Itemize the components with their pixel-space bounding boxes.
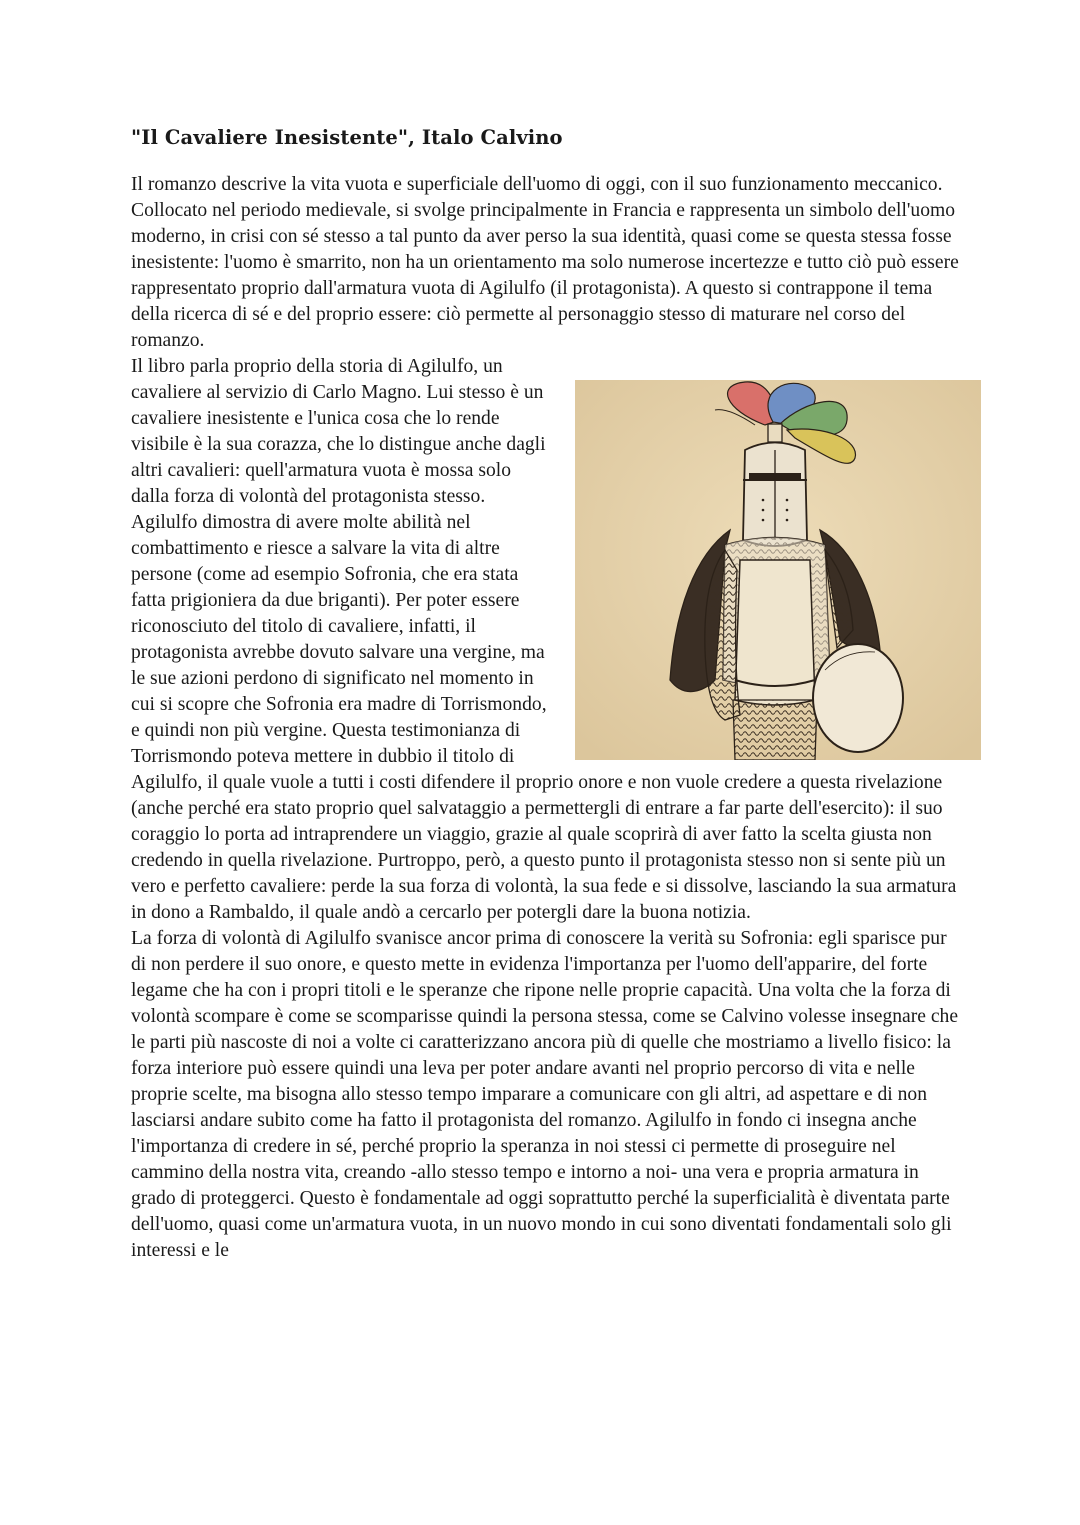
paragraph-intro: Il romanzo descrive la vita vuota e superficiale dell'uomo di oggi, con il suo funzionamento meccanico. Collocato nel periodo medievale, si svolge principalmente in Francia e rappresenta un simbolo dell'uomo moderno, in crisi con sé stesso a tal punto da aver perso la sua identità, quasi come se questa stessa fosse inesistente: l'uomo è smarrito, non ha un orientamento ma solo numerose incertezze e tutto ciò può essere rappresentato proprio dall'armatura vuota di Agilulfo (il protagonista). A questo si contrappone il tema della ricerca di sé e del proprio essere: ciò permette al personaggio stesso di maturare nel corso del romanzo.: [131, 174, 959, 351]
document-body: [131, 172, 961, 1264]
paragraph-analysis: La forza di volontà di Agilulfo svanisce ancor prima di conoscere la verità su Sofronia: egli sparisce pur di non perdere il suo onore, e questo mette in evidenza l'importanza per l'uomo dell'apparire, del forte legame che ha con i propri titoli e le speranze che ripone nelle proprie capacità. Una volta che la forza di volontà scompare è come se scomparisse quindi la persona stessa, come se Calvino volesse insegnare che le parti più nascoste di noi a volte ci caratterizzano ancora più di quelle che mostriamo a livello fisico: la forza interiore può essere quindi una leva per poter andare avanti nel proprio percorso di vita e nelle proprie scelte, ma bisogna allo stesso tempo imparare a comunicare con gli altri, ad aspettare e di non lasciarsi andare subito come ha fatto il protagonista del romanzo. Agilulfo in fondo ci insegna anche l'importanza di credere in sé, perché proprio la speranza in noi stessi ci permette di proseguire nel cammino della nostra vita, creando -allo stesso tempo e intorno a noi- una vera e propria armatura in grado di proteggerci. Questo è fondamentale ad oggi soprattutto perché la superficialità è diventata parte dell'uomo, quasi come un'armatura vuota, in un nuovo mondo in cui sono diventati fondamentali solo gli interessi e le: [131, 928, 959, 1261]
paragraph-story: Il libro parla proprio della storia di Agilulfo, un cavaliere al servizio di Carlo Magno. Lui stesso è un cavaliere inesistente e l'unica cosa che lo rende visibile è la sua corazza, che lo distingue anche dagli altri cavalieri: quell'armatura vuota è mossa solo dalla forza di volontà del protagonista stesso. Agilulfo dimostra di avere molte abilità nel combattimento e riesce a salvare la vita di altre persone (come ad esempio Sofronia, che era stata fatta prigioniera da due briganti). Per poter essere riconosciuto del titolo di cavaliere, infatti, il protagonista avrebbe dovuto salvare una vergine, ma le sue azioni perdono di significato nel momento in cui si scopre che Sofronia era madre di Torrismondo, e quindi non più vergine. Questa testimonianza di Torrismondo poteva mettere in dubbio il titolo di Agilulfo, il quale vuole a tutti i costi difendere il proprio onore e non vuole credere a questa rivelazione (anche perché era stato proprio quel salvataggio a permettergli di entrare a far parte dell'esercito): il suo coraggio lo porta ad intraprendere un viaggio, grazie al quale scoprirà di aver fatto la scelta giusta non credendo in quella rivelazione. Purtroppo, però, a questo punto il protagonista stesso non si sente più un vero e perfetto cavaliere: perde la sua forza di volontà, la sua fede e si dissolve, lasciando la sua armatura in dono a Rambaldo, il quale andò a cercarlo per potergli dare la buona notizia.: [131, 356, 957, 923]
document-page: [131, 126, 961, 1264]
knight-illustration: [575, 380, 981, 760]
document-title: "Il Cavaliere Inesistente", Italo Calvino: [131, 126, 563, 149]
